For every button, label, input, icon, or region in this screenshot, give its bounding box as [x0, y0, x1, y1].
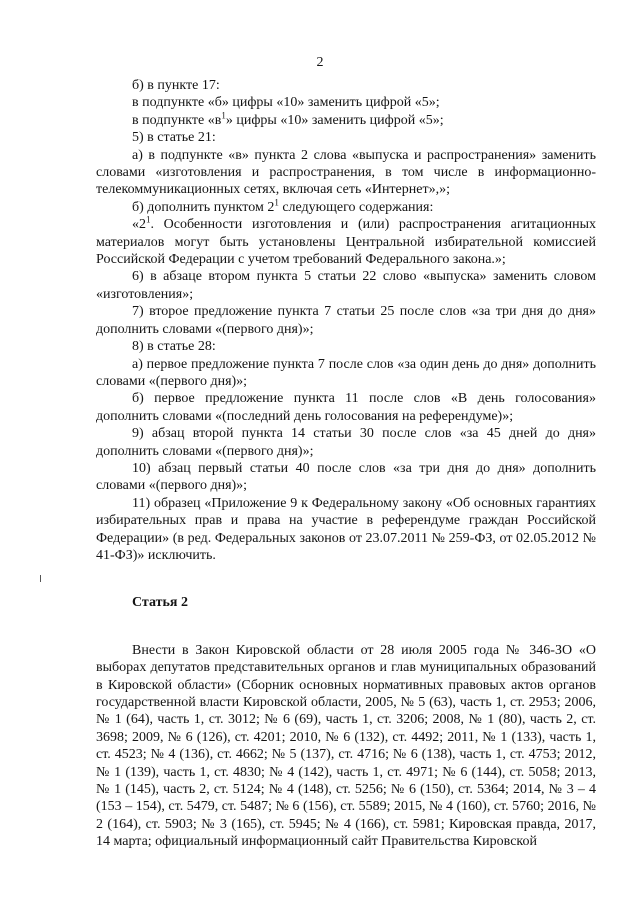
document-body — [96, 77, 596, 851]
paragraph: 8) в статье 28: — [132, 339, 216, 355]
paragraph: Внести в Закон Кировской области от 28 июля 2005 года № 346-ЗО «О выборах депутатов представительных органов и глав муниципальных образований в Кировской области» (Сборник основных нормативных правовых актов органов государственной власти Кировской области, 2005, № 5 (63), часть 1, ст. 2953; 2006, № 1 (64), часть 1, ст. 3012; № 6 (69), часть 1, ст. 3206; 2008, № 1 (80), часть 2, ст. 3698; 2009, № 6 (126), ст. 4201; 2010, № 6 (132), ст. 4492; 2011, № 1 (133), часть 1, ст. 4523; № 4 (136), ст. 4662; № 5 (137), ст. 4716; № 6 (138), часть 1, ст. 4753; 2012, № 1 (139), часть 1, ст. 4830; № 4 (142), часть 1, ст. 4971; № 6 (144), ст. 5058; 2013, № 1 (145), часть 2, ст. 5124; № 4 (148), ст. 5256; № 6 (150), ст. 5364; 2014, № 3 – 4 (153 – 154), ст. 5479, ст. 5487; № 6 (156), ст. 5589; 2015, № 4 (160), ст. 5760; 2016, № 2 (164), ст. 5903; № 3 (165), ст. 5945; № 4 (166), ст. 5981; Кировская правда, 2017, 14 марта; официальный информационный сайт Правительства Кировской — [96, 642, 596, 850]
paragraph: в подпункте «$в^1$» цифры «10» заменить цифрой «5»; — [132, 110, 444, 128]
paragraph: б) в пункте 17: — [132, 78, 220, 93]
paragraph: б) первое предложение пункта 11 после слов «В день голосования» дополнить словами «(последний день голосования на референдуме)»; — [96, 391, 596, 424]
paragraph: 6) в абзаце втором пункта 5 статьи 22 слово «выпуска» заменить словом «изготовления»; — [96, 269, 596, 302]
page-number: 2 — [316, 55, 324, 70]
paragraph: а) в подпункте «в» пункта 2 слова «выпуска и распространения» заменить словами «изготовления и распространения, в том числе в информационно-телекоммуникационных сетях, включая сеть «Интернет»,»; — [96, 147, 596, 198]
article-heading: Статья 2 — [132, 595, 188, 611]
paragraph: а) первое предложение пункта 7 после слов «за один день до дня» дополнить словами «(первого дня)»; — [96, 356, 596, 389]
paragraph: 9) абзац второй пункта 14 статьи 30 после слов «за 45 дней до дня» дополнить словами «(первого дня)»; — [96, 426, 596, 459]
paragraph: 11) образец «Приложение 9 к Федеральному закону «Об основных гарантиях избирательных прав и права на участие в референдуме граждан Российской Федерации» (в ред. Федеральных законов от 23.07.2011 № 259-ФЗ, от 02.05.2012 № 41-ФЗ)» исключить. — [96, 495, 596, 563]
margin-mark — [40, 575, 41, 582]
paragraph: 7) второе предложение пункта 7 статьи 25 после слов «за три дня до дня» дополнить словами «(первого дня)»; — [96, 304, 596, 337]
paragraph: в подпункте «б» цифры «10» заменить цифрой «5»; — [132, 95, 440, 111]
paragraph: «$2^1$. Особенности изготовления и (или) распространения агитационных материалов могут быть установлены Центральной избирательной комиссией Российской Федерации с учетом требований Федерального закона.»; — [96, 214, 596, 268]
paragraph: 10) абзац первый статьи 40 после слов «за три дня до дня» дополнить словами «(первого дня)»; — [96, 460, 596, 494]
paragraph: 5) в статье 21: — [132, 130, 216, 146]
paragraph: б) дополнить пунктом $2^1$ следующего содержания: — [132, 197, 434, 215]
